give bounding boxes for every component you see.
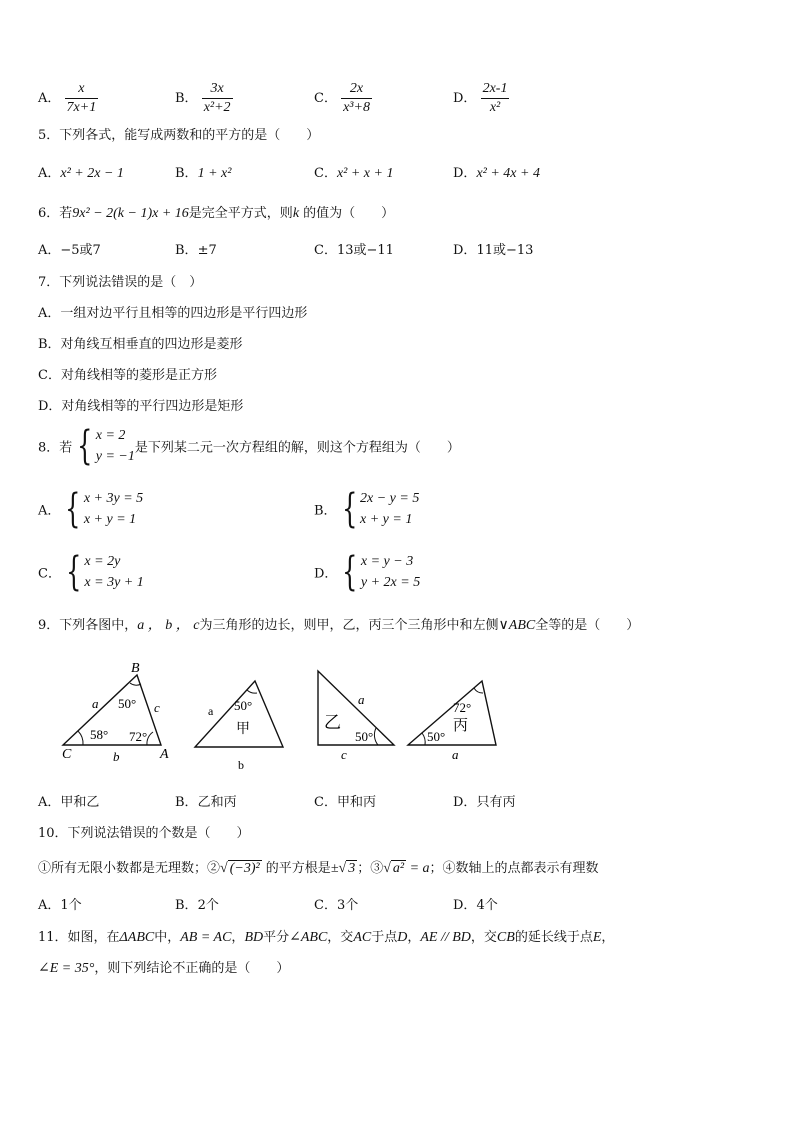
q6-option-a[interactable] xyxy=(38,239,101,258)
label-jia-side-b: b xyxy=(238,758,244,772)
fraction: $\frac{2x}{\text{x³+8}}$ xyxy=(343,81,370,115)
label-side-a: a xyxy=(92,696,99,711)
option-letter: D． xyxy=(453,91,477,106)
label-yi-side-c: c xyxy=(341,747,347,762)
equation-system: x = 2 y = −1 xyxy=(95,428,135,464)
label-b-vertex: B xyxy=(131,661,140,676)
angle-arc-c xyxy=(78,731,83,745)
q10-option-b[interactable] xyxy=(175,894,219,913)
q4-option-b[interactable] xyxy=(175,80,233,117)
q4-option-d[interactable] xyxy=(453,80,509,117)
option-letter: C． xyxy=(314,243,337,258)
equation-system: x = 2y x = 3y + 1 xyxy=(84,554,144,590)
option-letter: B． xyxy=(314,503,337,519)
option-letter: A． xyxy=(38,166,61,181)
label-side-b: b xyxy=(113,749,120,764)
option-text: 2个 xyxy=(197,898,219,913)
option-letter: C． xyxy=(314,166,337,181)
label-angle-50: 50° xyxy=(118,696,137,711)
option-text: x² + 2x − 1 xyxy=(60,166,124,181)
q6-stem: 6．若9x² − 2(k − 1)x + 16是完全平方式，则k 的值为（ ） xyxy=(38,206,395,221)
triangle-bing xyxy=(408,681,496,745)
option-letter: D． xyxy=(453,795,477,810)
q8-option-b[interactable] xyxy=(314,488,419,530)
equation-system: 2x − y = 5 x + y = 1 xyxy=(360,491,420,527)
q6-option-b[interactable] xyxy=(175,239,217,258)
option-text: −5或7 xyxy=(60,243,101,258)
option-text: 3个 xyxy=(336,898,359,913)
q9-option-b[interactable] xyxy=(175,791,237,810)
label-a-vertex: A xyxy=(160,747,169,762)
math-var: k xyxy=(292,206,300,221)
q9-option-c[interactable] xyxy=(314,791,376,810)
option-letter: D． xyxy=(453,898,477,913)
option-text: 13或−11 xyxy=(336,243,394,258)
brace: { xyxy=(342,549,358,595)
option-text: 11或−13 xyxy=(476,243,534,258)
brace: { xyxy=(66,549,82,595)
q9-option-a[interactable] xyxy=(38,791,99,810)
option-letter: C． xyxy=(314,91,337,106)
brace: { xyxy=(341,486,357,532)
option-letter: C． xyxy=(314,795,337,810)
option-letter: A． xyxy=(38,503,61,519)
q7-option-c[interactable]: C．对角线相等的菱形是正方形 xyxy=(38,368,217,383)
q5-option-a[interactable] xyxy=(38,162,124,182)
option-letter: B． xyxy=(175,91,198,106)
q11-stem-line1: 11．如图，在ΔABC中，AB = AC，BD平分∠ABC，交AC于点D，AE // BD，交CB的延长线于点E， xyxy=(38,930,615,945)
option-text: x² + 4x + 4 xyxy=(476,166,540,181)
angle-arc-yi xyxy=(374,728,378,745)
q9-option-d[interactable] xyxy=(453,791,515,810)
angle-arc-bing-top xyxy=(474,688,483,693)
brace: { xyxy=(77,423,93,469)
fraction: $\frac{2x-1}{\text{x²}}$ xyxy=(482,81,508,115)
equation-system: x = y − 3 y + 2x = 5 xyxy=(360,554,421,590)
q4-option-a[interactable] xyxy=(38,80,98,117)
label-angle-58: 58° xyxy=(90,727,109,742)
q11-stem-line2: ∠E = 35°，则下列结论不正确的是（ ） xyxy=(38,961,290,976)
option-letter: C． xyxy=(314,898,337,913)
q5-option-b[interactable] xyxy=(175,162,231,182)
angle-arc-a xyxy=(147,732,153,745)
q8-option-a[interactable] xyxy=(38,488,143,530)
q9-stem: 9．下列各图中，a ， b ， c为三角形的边长，则甲，乙，丙三个三角形中和左侧∨ABC全等的是（ ） xyxy=(38,618,640,633)
q5-stem: 5．下列各式，能写成两数和的平方的是（ ） xyxy=(38,128,320,143)
option-letter: A． xyxy=(38,898,61,913)
q10-option-a[interactable] xyxy=(38,894,82,913)
q7-option-a[interactable]: A．一组对边平行且相等的四边形是平行四边形 xyxy=(38,306,308,321)
q7-option-d[interactable]: D．对角线相等的平行四边形是矩形 xyxy=(38,399,244,414)
sqrt-3: √ 3 xyxy=(338,861,356,876)
label-bing-angle-50: 50° xyxy=(427,729,446,744)
q7-stem: 7．下列说法错误的是（ ） xyxy=(38,275,203,290)
option-text: 4个 xyxy=(476,898,498,913)
math-vars: a ， b ， c xyxy=(137,618,200,633)
q10-option-d[interactable] xyxy=(453,894,498,913)
q4-option-c[interactable] xyxy=(314,80,372,117)
q8-option-d[interactable] xyxy=(314,551,420,593)
label-side-c: c xyxy=(154,700,160,715)
option-text: ±7 xyxy=(197,243,217,258)
sqrt-expr: √ (−3)² xyxy=(220,861,260,876)
fraction: $\frac{x}{7x+1}$ xyxy=(66,81,97,115)
q10-statements: ①所有无限小数都是无理数；②√ (−3)² 的平方根是±√ 3 ；③√ a² = a；④数轴上的点都表示有理数 xyxy=(38,861,599,876)
q8-stem: 8．若 { x = 2 y = −1 是下列某二元一次方程组的解，则这个方程组为（ ） xyxy=(38,423,460,469)
option-letter: D． xyxy=(453,166,477,181)
q10-option-c[interactable] xyxy=(314,894,358,913)
q10-stem: 10．下列说法错误的个数是（ ） xyxy=(38,826,250,841)
q6-option-d[interactable] xyxy=(453,239,533,258)
angle-arc-bing-left xyxy=(422,733,425,745)
angle-arc-jia xyxy=(247,690,257,693)
option-text: 1个 xyxy=(60,898,82,913)
option-text: 甲和丙 xyxy=(336,795,376,810)
q6-option-c[interactable] xyxy=(314,239,394,258)
brace: { xyxy=(65,486,81,532)
option-text: 只有丙 xyxy=(476,795,516,810)
option-letter: D． xyxy=(314,566,338,582)
fraction: $\frac{3x}{\text{x²+2}}$ xyxy=(203,81,231,115)
label-jia-angle: 50° xyxy=(234,698,253,713)
q5-option-d[interactable] xyxy=(453,162,540,182)
label-bing-side-a: a xyxy=(452,747,459,762)
math-triangle: ∨ABC xyxy=(498,618,536,633)
q5-option-c[interactable] xyxy=(314,162,393,182)
q8-option-c[interactable] xyxy=(38,551,144,593)
equation-system: x + 3y = 5 x + y = 1 xyxy=(83,491,144,527)
label-bing: 丙 xyxy=(453,718,469,734)
option-letter: A． xyxy=(38,91,61,106)
label-yi-side-a: a xyxy=(358,692,365,707)
triangles-figure xyxy=(50,655,510,775)
label-jia: 甲 xyxy=(236,722,250,737)
math-expr: 9x² − 2(k − 1)x + 16 xyxy=(72,206,189,221)
option-letter: C． xyxy=(38,566,61,582)
option-text: 1 + x² xyxy=(197,166,232,181)
option-letter: A． xyxy=(38,243,61,258)
label-angle-72: 72° xyxy=(129,729,148,744)
option-letter: B． xyxy=(175,795,198,810)
option-letter: B． xyxy=(175,166,198,181)
option-text: 乙和丙 xyxy=(197,795,237,810)
label-c-vertex: C xyxy=(62,747,72,762)
sqrt-a: √ a² xyxy=(383,861,405,876)
option-letter: B． xyxy=(175,898,198,913)
label-yi-angle: 50° xyxy=(355,729,374,744)
option-letter: B． xyxy=(175,243,198,258)
option-letter: A． xyxy=(38,795,61,810)
option-text: x² + x + 1 xyxy=(336,166,394,181)
option-letter: D． xyxy=(453,243,477,258)
label-bing-angle-72: 72° xyxy=(453,700,472,715)
label-jia-side-a: a xyxy=(208,704,214,718)
label-yi: 乙 xyxy=(324,713,341,732)
option-text: 甲和乙 xyxy=(60,795,100,810)
q7-option-b[interactable]: B．对角线互相垂直的四边形是菱形 xyxy=(38,337,243,352)
